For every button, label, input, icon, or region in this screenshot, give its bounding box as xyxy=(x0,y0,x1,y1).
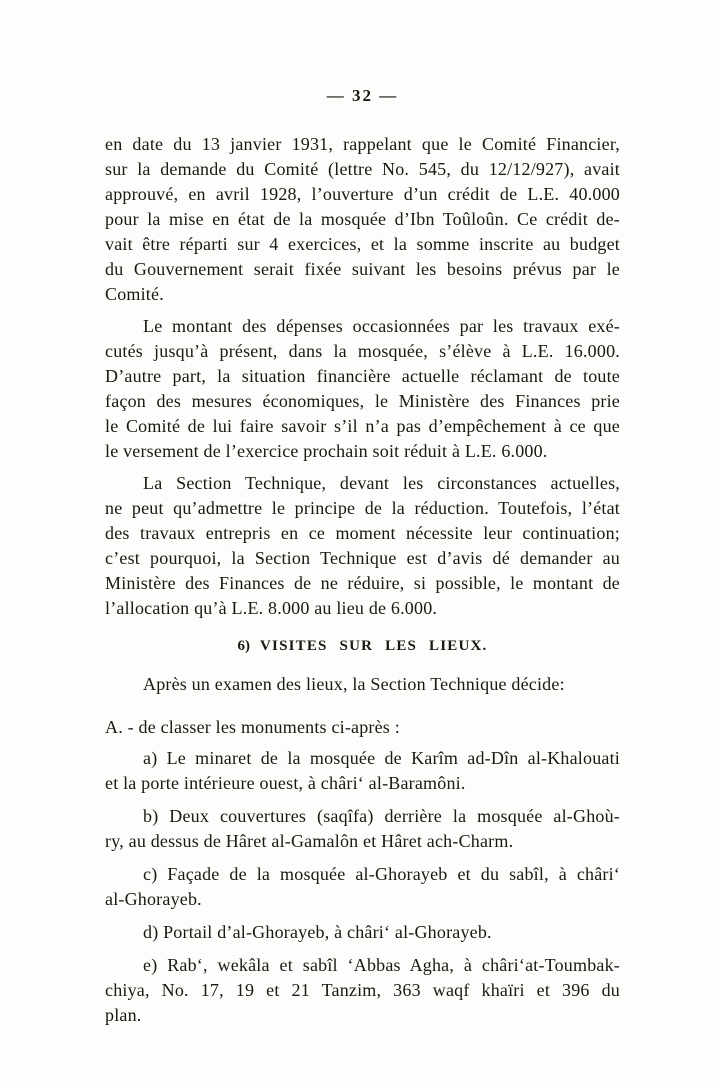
text-line: ne peut qu’admettre le principe de la réduction. Toutefois, l’état xyxy=(105,498,620,518)
item-e xyxy=(105,953,620,1028)
text-line: en date du 13 janvier 1931, rappelant que le Comité Financier, xyxy=(105,134,620,154)
text-line: a) Le minaret de la mosquée de Karîm ad-Dîn al-Khalouati xyxy=(143,748,620,768)
text-line: et la porte intérieure ouest, à châri‘ al-Baramôni. xyxy=(105,773,466,793)
visites-sur-les-lieux-heading xyxy=(105,636,620,656)
text-line: cutés jusqu’à présent, dans la mosquée, s’élève à L.E. 16.000. xyxy=(105,341,620,361)
text-line: du Gouvernement serait fixée suivant les besoins prévus par le xyxy=(105,259,620,279)
text-line: sur la demande du Comité (lettre No. 545, du 12/12/927), avait xyxy=(105,159,620,179)
text-line: Le montant des dépenses occasionnées par les travaux exé- xyxy=(143,316,620,336)
text-line: le Comité de lui faire savoir s’il n’a pas d’empêchement à ce que xyxy=(105,416,620,436)
text-line: plan. xyxy=(105,1005,142,1025)
item-a xyxy=(105,746,620,796)
classement-intro xyxy=(105,715,620,740)
text-line: Comité. xyxy=(105,284,164,304)
text-line: Après un examen des lieux, la Section Technique décide: xyxy=(143,674,565,694)
text-line: La Section Technique, devant les circonstances actuelles, xyxy=(143,473,620,493)
text-line: e) Rab‘, wekâla et sabîl ‘Abbas Agha, à châri‘at-Toumbak- xyxy=(143,955,620,975)
text-line: pour la mise en état de la mosquée d’Ibn Toûloûn. Ce crédit de- xyxy=(105,209,620,229)
text-line: vait être réparti sur 4 exercices, et la somme inscrite au budget xyxy=(105,234,620,254)
text-line: al-Ghorayeb. xyxy=(105,889,202,909)
section-number: 6) xyxy=(237,638,250,654)
depenses-paragraph xyxy=(105,314,620,464)
text-line: d) Portail d’al-Ghorayeb, à châri‘ al-Ghorayeb. xyxy=(143,922,492,942)
section-technique-paragraph xyxy=(105,471,620,621)
text-line: b) Deux couvertures (saqîfa) derrière la mosquée al-Ghoù- xyxy=(143,806,620,826)
text-line: c) Façade de la mosquée al-Ghorayeb et du sabîl, à châri‘ xyxy=(143,864,620,884)
text-line: approuvé, en avril 1928, l’ouverture d’un crédit de L.E. 40.000 xyxy=(105,184,620,204)
text-line: Ministère des Finances de ne réduire, si possible, le montant de xyxy=(105,573,620,593)
item-d xyxy=(105,920,620,945)
text-line: l’allocation qu’à L.E. 8.000 au lieu de 6.000. xyxy=(105,598,438,618)
text-line: D’autre part, la situation financière actuelle réclamant de toute xyxy=(105,366,620,386)
text-body xyxy=(105,132,620,1028)
text-line: chiya, No. 17, 19 et 21 Tanzim, 363 waqf khaïri et 396 du xyxy=(105,980,620,1000)
text-line: le versement de l’exercice prochain soit réduit à L.E. 6.000. xyxy=(105,441,548,461)
text-line: A. - de classer les monuments ci-après : xyxy=(105,717,400,737)
examen-des-lieux-intro xyxy=(105,672,620,697)
section-title: VISITES SUR LES LIEUX. xyxy=(260,638,488,654)
page-content xyxy=(105,86,620,1028)
item-b xyxy=(105,804,620,854)
item-c xyxy=(105,862,620,912)
text-line: c’est pourquoi, la Section Technique est d’avis dé demander au xyxy=(105,548,620,568)
text-line: ry, au dessus de Hâret al-Gamalôn et Hâret ach-Charm. xyxy=(105,831,514,851)
page-number: — 32 — xyxy=(326,86,399,105)
credit-ibn-touloun-paragraph xyxy=(105,132,620,307)
text-line: façon des mesures économiques, le Ministère des Finances prie xyxy=(105,391,620,411)
text-line: des travaux entrepris en ce moment nécessite leur continuation; xyxy=(105,523,620,543)
